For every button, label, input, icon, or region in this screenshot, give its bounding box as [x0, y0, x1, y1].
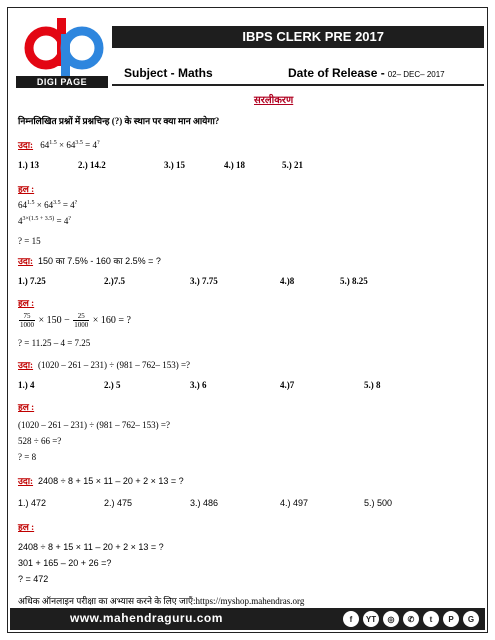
- q4-sol-line-1: 2408 ÷ 8 + 15 × 11 – 20 + 2 × 13 = ?: [18, 542, 164, 552]
- youtube-icon[interactable]: YT: [363, 611, 379, 627]
- instagram-icon[interactable]: ◎: [383, 611, 399, 627]
- question-3: [18, 358, 190, 371]
- q1-sol-line-3: ? = 15: [18, 236, 41, 246]
- q1-rhs-exp: ?: [96, 140, 100, 146]
- q4-text: 2408 ÷ 8 + 15 × 11 – 20 + 2 × 13 = ?: [38, 476, 184, 486]
- fraction: [19, 312, 35, 329]
- s2-exp: 3×(1.5 + 3.5): [22, 216, 55, 222]
- q1-sol-line-2: [18, 216, 71, 226]
- option: 5.) 8: [364, 380, 381, 390]
- fraction-num: 75: [19, 312, 35, 321]
- option: 3.) 486: [190, 498, 219, 508]
- option: 4.)7: [280, 380, 295, 390]
- q2-text: 150 का 7.5% - 160 का 2.5% = ?: [38, 256, 161, 266]
- s1-rhs: = 4: [60, 200, 75, 210]
- question-label: उदा:: [18, 256, 34, 266]
- s2-rhs: = 4: [54, 216, 69, 226]
- solution-label: हल :: [18, 522, 35, 532]
- social-links: [343, 611, 479, 627]
- q3-sol-line-3: ? = 8: [18, 452, 37, 462]
- dp-logo-icon: [22, 14, 104, 76]
- option: 2.)7.5: [104, 276, 125, 286]
- question-label: उदा:: [18, 140, 34, 150]
- q1-mid: × 64: [56, 140, 76, 150]
- twitter-icon[interactable]: t: [423, 611, 439, 627]
- exam-title: IBPS CLERK PRE 2017: [112, 26, 484, 48]
- instruction: निम्नलिखित प्रश्नों में प्रश्नचिन्ह (?) के स्थान पर क्या मान आयेगा?: [18, 116, 220, 126]
- subject-label: Subject - Maths: [124, 66, 213, 80]
- option: 1.) 472: [18, 498, 47, 508]
- pinterest-icon[interactable]: P: [443, 611, 459, 627]
- option: 3.) 6: [190, 380, 207, 390]
- q4-sol-line-3: ? = 472: [18, 574, 49, 584]
- option: 2.) 475: [104, 498, 133, 508]
- fraction: [73, 312, 89, 329]
- q2-solution-label: [18, 296, 34, 309]
- meta-row: [112, 64, 484, 84]
- q4-sol-line-2: 301 + 165 – 20 + 26 =?: [18, 558, 112, 568]
- s2-base: 4: [18, 216, 23, 226]
- practice-note: अधिक ऑनलाइन परीक्षा का अभ्यास करने के लिए जाएँ:https://myshop.mahendras.org: [18, 596, 305, 606]
- date-label: Date of Release -: [288, 66, 385, 80]
- question-label: उदा:: [18, 360, 34, 370]
- s2-re: ?: [68, 216, 72, 222]
- topic-heading: सरलीकरण: [254, 95, 294, 106]
- header-divider: [112, 84, 484, 86]
- option: 4.) 18: [224, 160, 245, 170]
- q1-exp1: 1.5: [49, 140, 57, 146]
- option: 1.) 7.25: [18, 276, 46, 286]
- s1-base: 64: [18, 200, 27, 210]
- option: 5.) 500: [364, 498, 393, 508]
- q3-solution-label: [18, 400, 34, 413]
- fraction-num: 25: [73, 312, 89, 321]
- s1-e1: 1.5: [27, 200, 35, 206]
- question-4: [18, 474, 184, 487]
- option: 3.) 7.75: [190, 276, 218, 286]
- whatsapp-icon[interactable]: ✆: [403, 611, 419, 627]
- solution-label: हल :: [18, 298, 35, 308]
- release-date: [288, 66, 445, 80]
- option: 2.) 14.2: [78, 160, 106, 170]
- option: 1.) 4: [18, 380, 35, 390]
- question-label: उदा:: [18, 476, 34, 486]
- s1-mid: × 64: [34, 200, 54, 210]
- facebook-icon[interactable]: f: [343, 611, 359, 627]
- q1-sol-line-1: [18, 200, 77, 210]
- q2-sol-line-2: ? = 11.25 – 4 = 7.25: [18, 338, 91, 348]
- s1-e2: 3.5: [53, 200, 61, 206]
- solution-label: हल :: [18, 402, 35, 412]
- digi-page-logo: [12, 12, 112, 88]
- option: 3.) 15: [164, 160, 185, 170]
- option: 1.) 13: [18, 160, 39, 170]
- s1-re: ?: [74, 200, 78, 206]
- footer-bar: [10, 608, 485, 630]
- fraction-den: 1000: [74, 321, 89, 329]
- logo-band: DIGI PAGE: [16, 76, 108, 88]
- q3-sol-line-2: 528 ÷ 66 =?: [18, 436, 62, 446]
- question-1: [18, 138, 100, 151]
- site-url[interactable]: www.mahendraguru.com: [70, 611, 223, 625]
- option: 5.) 8.25: [340, 276, 368, 286]
- q2-sol-mid2: × 160 = ?: [90, 314, 131, 326]
- google-plus-icon[interactable]: G: [463, 611, 479, 627]
- question-2: [18, 254, 161, 267]
- option: 4.)8: [280, 276, 295, 286]
- q3-sol-line-1: (1020 – 261 – 231) ÷ (981 – 762– 153) =?: [18, 420, 170, 430]
- q2-sol-line-1: [18, 312, 131, 329]
- option: 2.) 5: [104, 380, 121, 390]
- solution-label: हल :: [18, 184, 35, 194]
- q1-exp2: 3.5: [75, 140, 83, 146]
- option: 5.) 21: [282, 160, 303, 170]
- option: 4.) 497: [280, 498, 309, 508]
- q4-solution-label: [18, 520, 34, 533]
- q1-base: 64: [40, 140, 50, 150]
- date-value: 02– DEC– 2017: [387, 70, 445, 79]
- fraction-den: 1000: [20, 321, 34, 329]
- q1-rhs: = 4: [82, 140, 97, 150]
- q2-sol-mid1: × 150 −: [36, 314, 73, 326]
- q1-solution-label: [18, 182, 34, 195]
- q3-text: (1020 – 261 – 231) ÷ (981 – 762– 153) =?: [38, 360, 191, 370]
